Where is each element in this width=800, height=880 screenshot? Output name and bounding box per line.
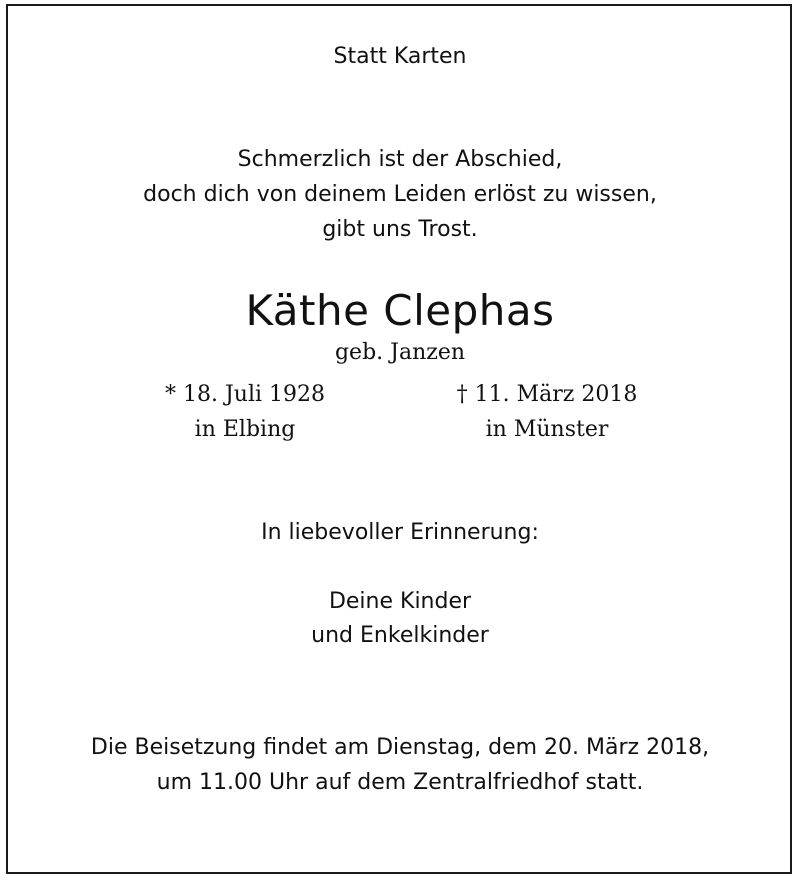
funeral-line-2: um 11.00 Uhr auf dem Zentralfriedhof statt. <box>156 770 644 795</box>
death-place: in Münster <box>485 417 609 442</box>
quote-line-1: Schmerzlich ist der Abschied, <box>237 147 563 172</box>
remembrance-line: In liebevoller Erinnerung: <box>261 520 539 545</box>
maiden-name: geb. Janzen <box>334 340 466 365</box>
deceased-name: Käthe Clephas <box>245 286 555 335</box>
quote-line-3: gibt uns Trost. <box>322 217 478 242</box>
birth-place: in Elbing <box>194 417 296 442</box>
quote-line-2: doch dich von deinem Leiden erlöst zu wissen, <box>143 182 657 207</box>
funeral-line-1: Die Beisetzung findet am Dienstag, dem 20. März 2018, <box>90 735 710 760</box>
notice-header: Statt Karten <box>333 44 467 69</box>
mourners-line-2: und Enkelkinder <box>311 623 489 648</box>
death-date: † 11. März 2018 <box>456 382 638 407</box>
birth-date: * 18. Juli 1928 <box>164 382 325 407</box>
mourners-line-1: Deine Kinder <box>328 589 472 614</box>
